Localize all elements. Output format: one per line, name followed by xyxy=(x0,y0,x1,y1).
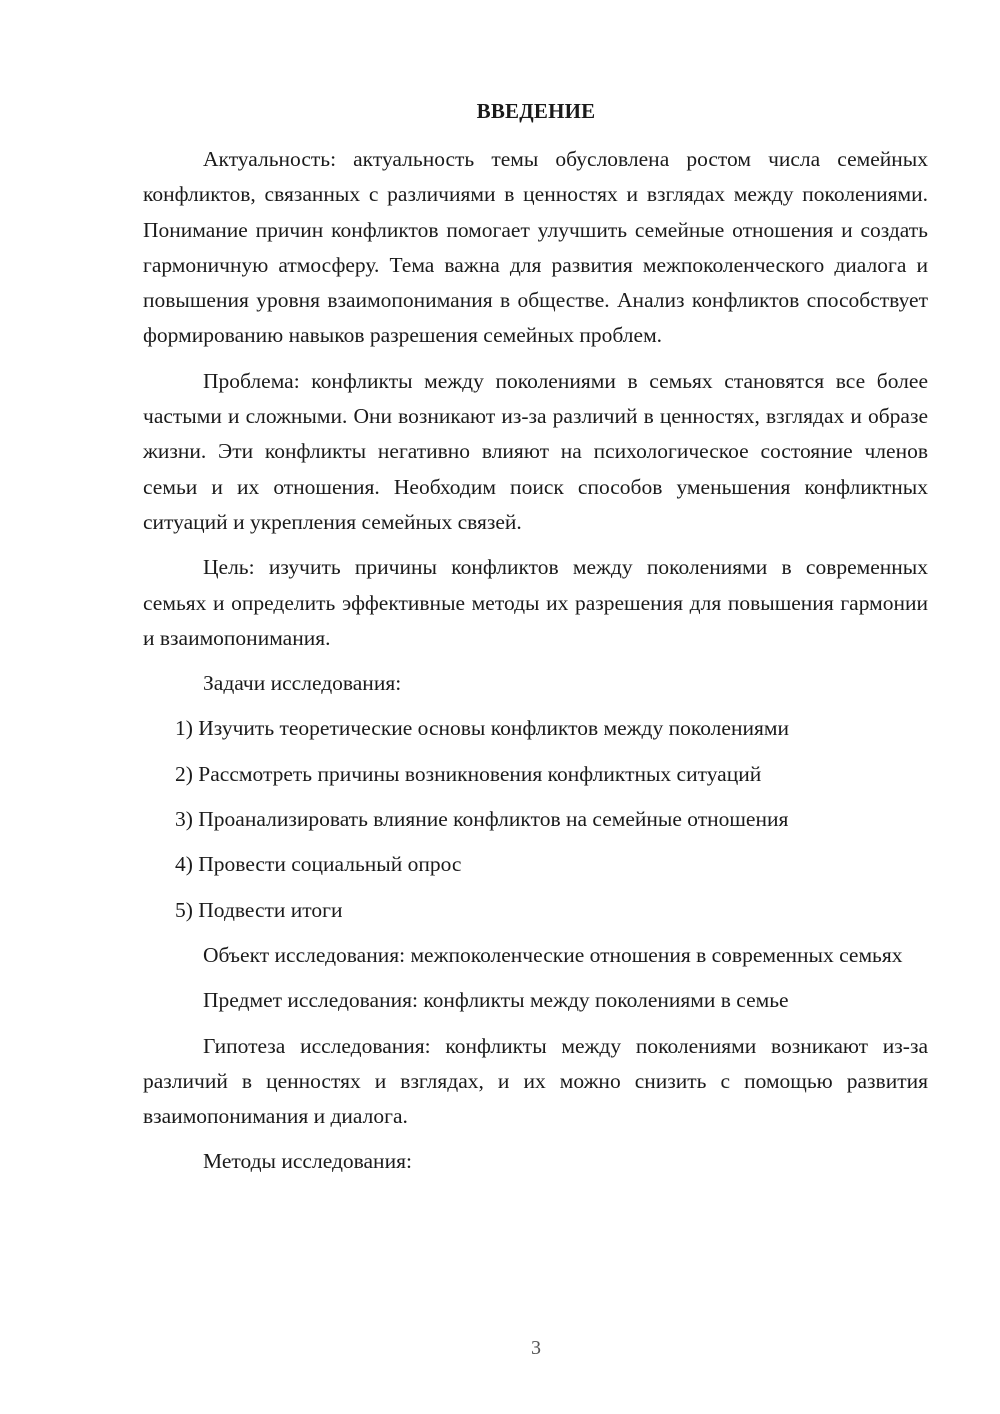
hypothesis-paragraph: Гипотеза исследования: конфликты между поколениями возникают из-за различий в ценностях и взглядах, и их можно снизить с помощью развития взаимопонимания и диалога. xyxy=(143,1033,928,1129)
section-title: ВВЕДЕНИЕ xyxy=(476,99,596,123)
body-text xyxy=(143,142,928,1190)
problem-paragraph: Проблема: конфликты между поколениями в семьях становятся все более частыми и сложными. Они возникают из-за различий в ценностях, взглядах и образе жизни. Эти конфликты негативно влияют на психологическое состояние членов семьи и их отношения. Необходим поиск способов уменьшения конфликтных ситуаций и укрепления семейных связей. xyxy=(143,368,928,534)
methods-heading: Методы исследования: xyxy=(203,1149,412,1174)
goal-paragraph: Цель: изучить причины конфликтов между поколениями в современных семьях и определить эффективные методы их разрешения для повышения гармонии и взаимопонимания. xyxy=(143,555,928,650)
list-item: 1) Изучить теоретические основы конфликтов между поколениями xyxy=(175,716,789,741)
tasks-heading: Задачи исследования: xyxy=(203,671,402,696)
list-item: 2) Рассмотреть причины возникновения конфликтных ситуаций xyxy=(175,761,762,786)
relevance-paragraph: Актуальность: актуальность темы обусловлена ростом числа семейных конфликтов, связанных с различиями в ценностях и взглядах между поколениями. Понимание причин конфликтов помогает улучшить семейные отношения и создать гармоничную атмосферу. Тема важна для развития межпоколенческого диалога и повышения уровня взаимопонимания в обществе. Анализ конфликтов способствует формированию навыков разрешения семейных проблем. xyxy=(143,147,928,348)
page-number: 3 xyxy=(531,1337,541,1359)
list-item: 5) Подвести итоги xyxy=(175,897,343,922)
object-paragraph: Объект исследования: межпоколенческие отношения в современных семьях xyxy=(203,942,903,967)
list-item: 4) Провести социальный опрос xyxy=(175,852,462,877)
list-item: 3) Проанализировать влияние конфликтов на семейные отношения xyxy=(175,807,789,832)
tasks-list xyxy=(143,711,928,927)
subject-paragraph: Предмет исследования: конфликты между поколениями в семье xyxy=(203,988,789,1013)
